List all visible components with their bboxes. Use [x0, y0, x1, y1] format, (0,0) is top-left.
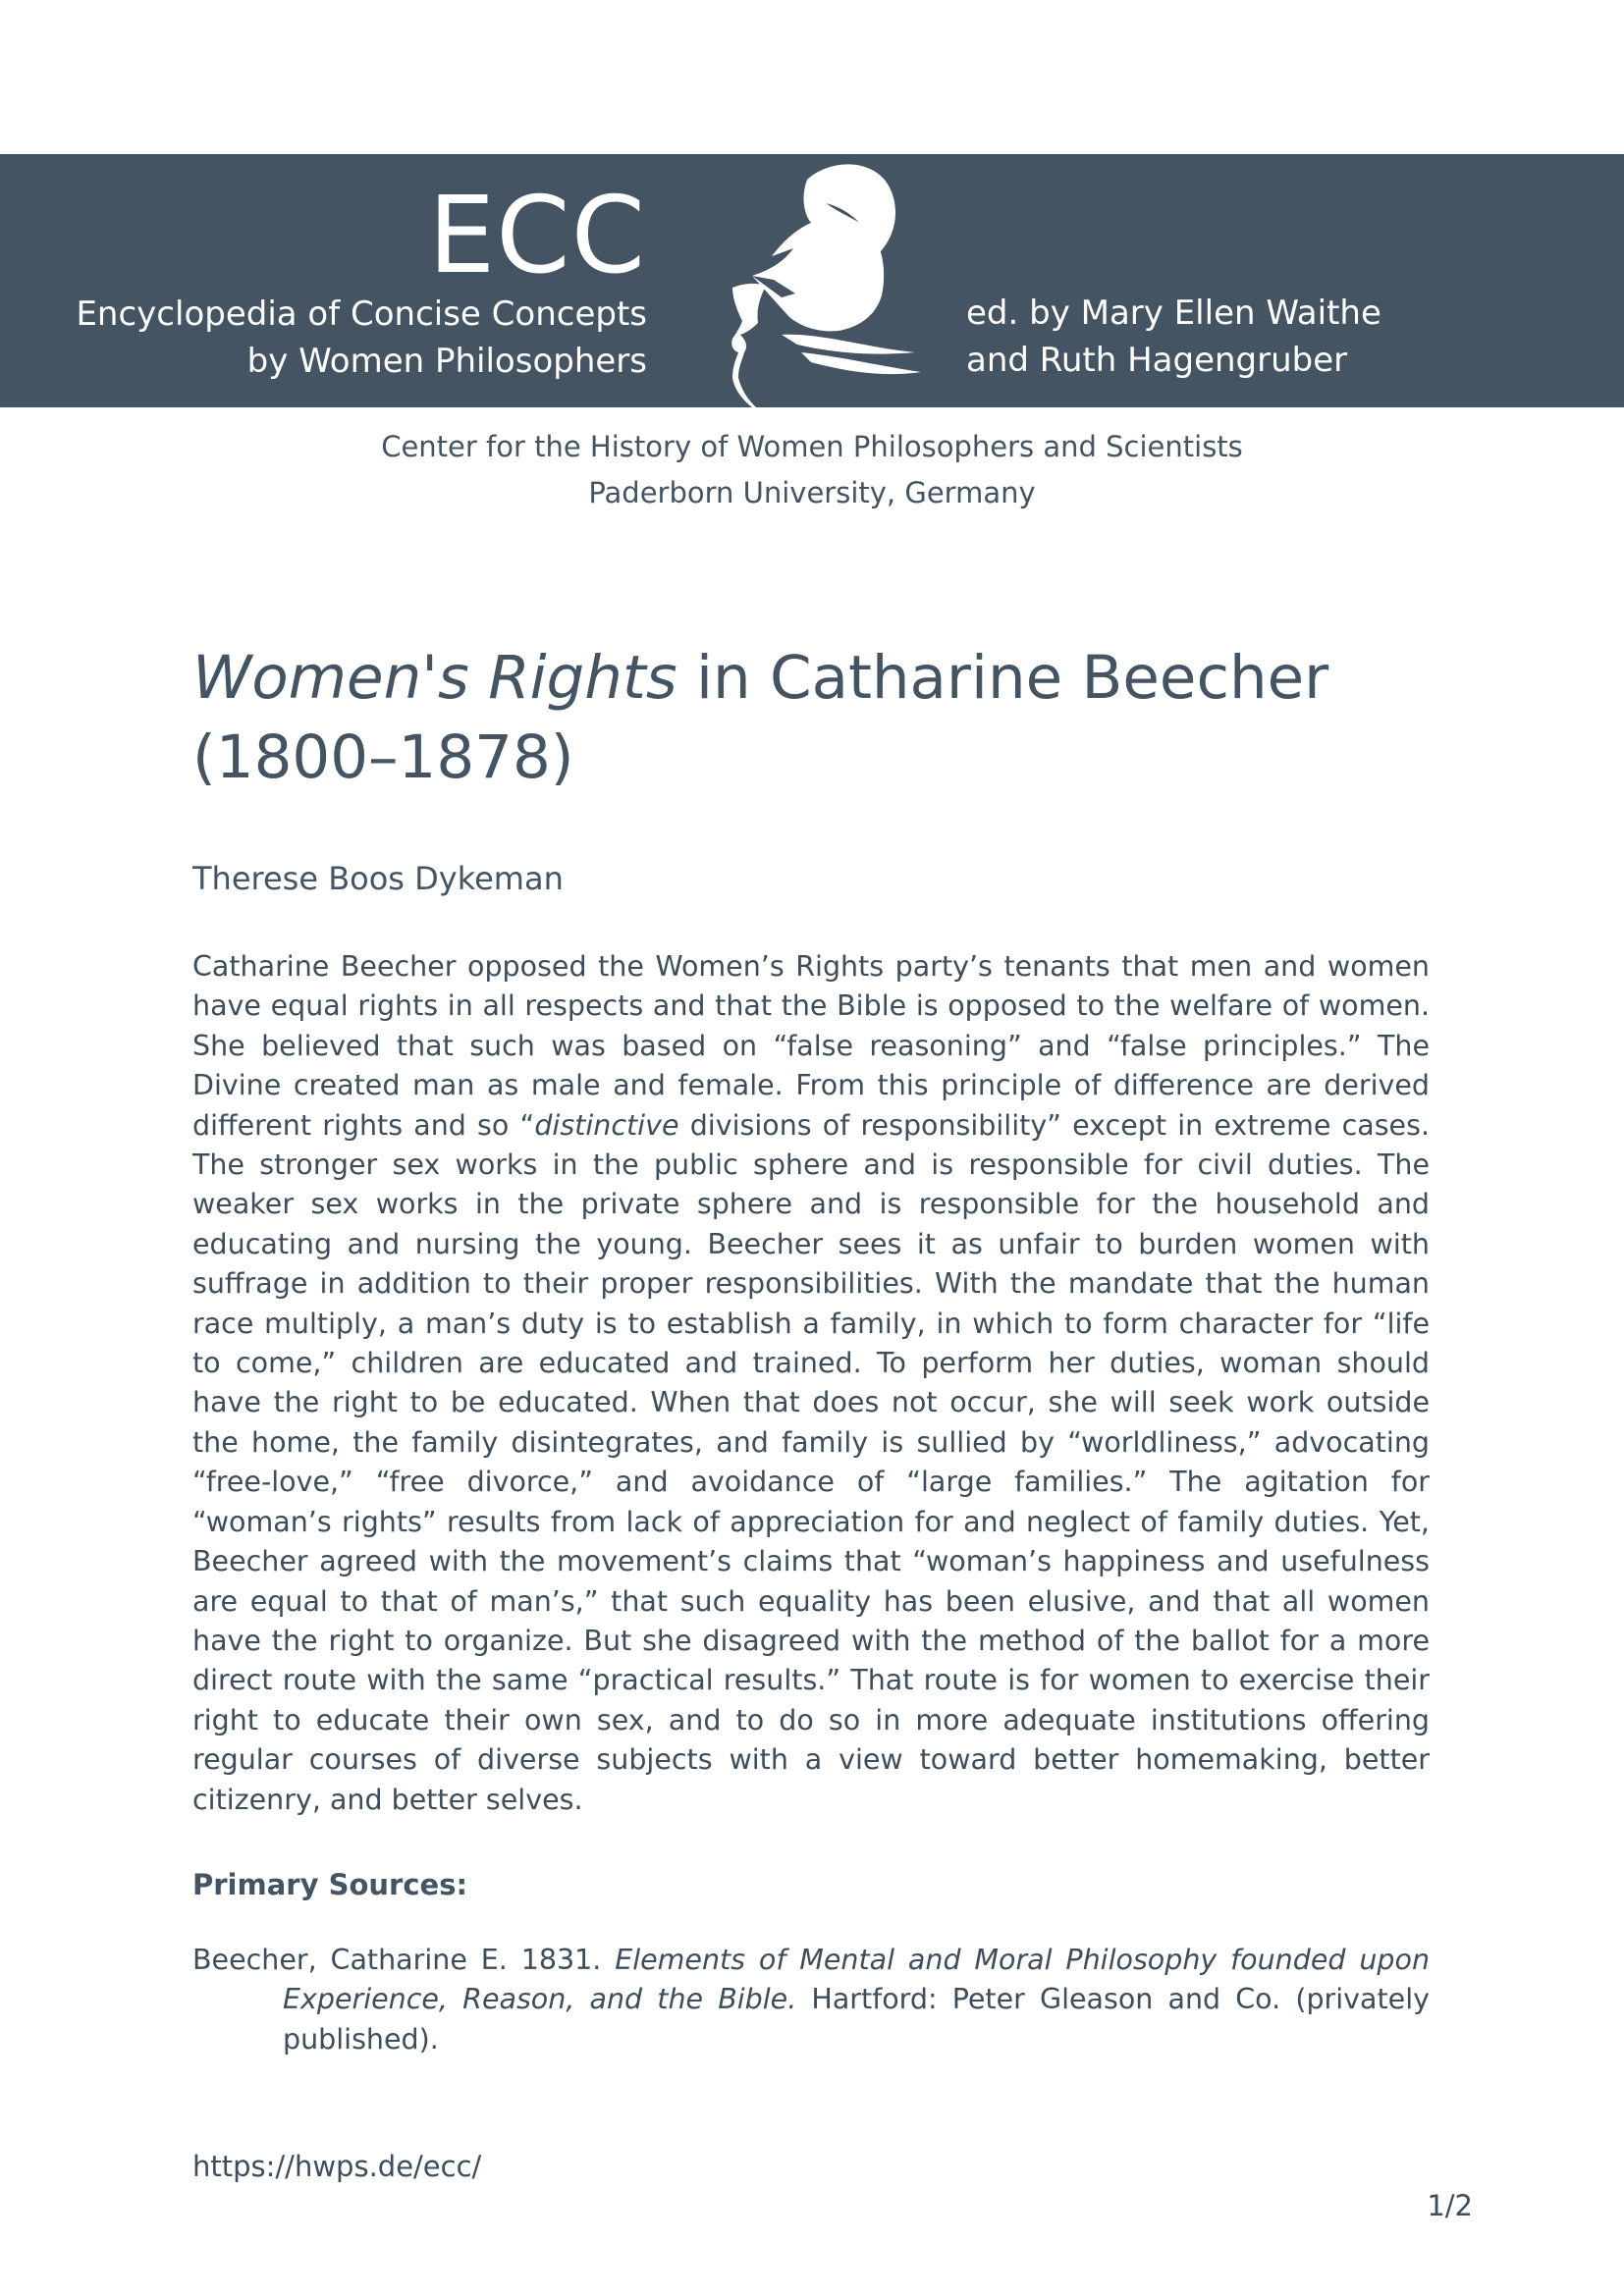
article-title-dates: (1800–1878)	[192, 722, 574, 792]
page-number: 1/2	[1427, 2189, 1473, 2222]
encyclopedia-title-line1: Encyclopedia of Concise Concepts	[76, 294, 647, 334]
athena-helmet-logo-icon	[713, 160, 923, 407]
editors-line2: and Ruth Hagengruber	[966, 341, 1348, 380]
article-author: Therese Boos Dykeman	[192, 860, 564, 897]
institution-line1: Center for the History of Women Philosophers and Scientists	[381, 430, 1243, 463]
source-entry-prefix: Beecher, Catharine E. 1831.	[192, 1944, 616, 1976]
article-title-italic: Women's Rights	[192, 643, 677, 713]
article-title-rest: in Catharine Beecher	[677, 643, 1329, 713]
ecc-acronym: ECC	[427, 175, 646, 297]
source-entry-suffix: Hartford: Peter Gleason and Co. (privately published).	[283, 1983, 1430, 2056]
footer-url-link[interactable]: https://hwps.de/ecc/	[192, 2150, 482, 2183]
source-entry-title: Elements of Mental and Moral Philosophy founded upon Experience, Reason, and the Bible.	[283, 1944, 1431, 2016]
body-text-part1: Catharine Beecher opposed the Women’s Rights party’s tenants that men and women have equal rights in all respects and that the Bible is opposed to the welfare of women. She believed that such was based on “false reasoning” and “false principles.” The Divine created man as male and female. From this principle of difference are derived different rights and so “	[192, 950, 1430, 1142]
header-banner	[0, 154, 1624, 407]
encyclopedia-title-line2: by Women Philosophers	[246, 342, 647, 381]
editors-line1: ed. by Mary Ellen Waithe	[966, 294, 1381, 333]
body-text-part2: divisions of responsibility” except in extreme cases. The stronger sex works in the public sphere and is responsible for civil duties. The weaker sex works in the private sphere and is responsible for the household and educating and nursing the young. Beecher sees it as unfair to burden women with suffrage in addition to their proper responsibilities. With the mandate that the human race multiply, a man’s duty is to establish a family, in which to form character for “life to come,” children are educated and trained. To perform her duties, woman should have the right to be educated. When that does not occur, she will seek work outside the home, the family disintegrates, and family is sullied by “worldliness,” advocating “free-love,” “free divorce,” and avoidance of “large families.” The agitation for “woman’s rights” results from lack of appreciation for and neglect of family duties. Yet, Beecher agreed with the movement’s claims that “woman’s happiness and usefulness are equal to that of man’s,” that such equality has been elusive, and that all women have the right to organize. But she disagreed with the method of the ballot for a more direct route with the same “practical results.” That route is for women to exercise their right to educate their own sex, and to do so in more adequate institutions offering regular courses of diverse subjects with a view toward better homemaking, better citizenry, and better selves.	[192, 1108, 1430, 1816]
primary-sources-heading: Primary Sources:	[192, 1868, 468, 1901]
body-text-italic: distinctive	[534, 1108, 679, 1142]
article-body	[192, 947, 1430, 1820]
article-title	[192, 638, 1430, 797]
institution-line2: Paderborn University, Germany	[588, 476, 1036, 509]
source-entry	[192, 1941, 1430, 2059]
